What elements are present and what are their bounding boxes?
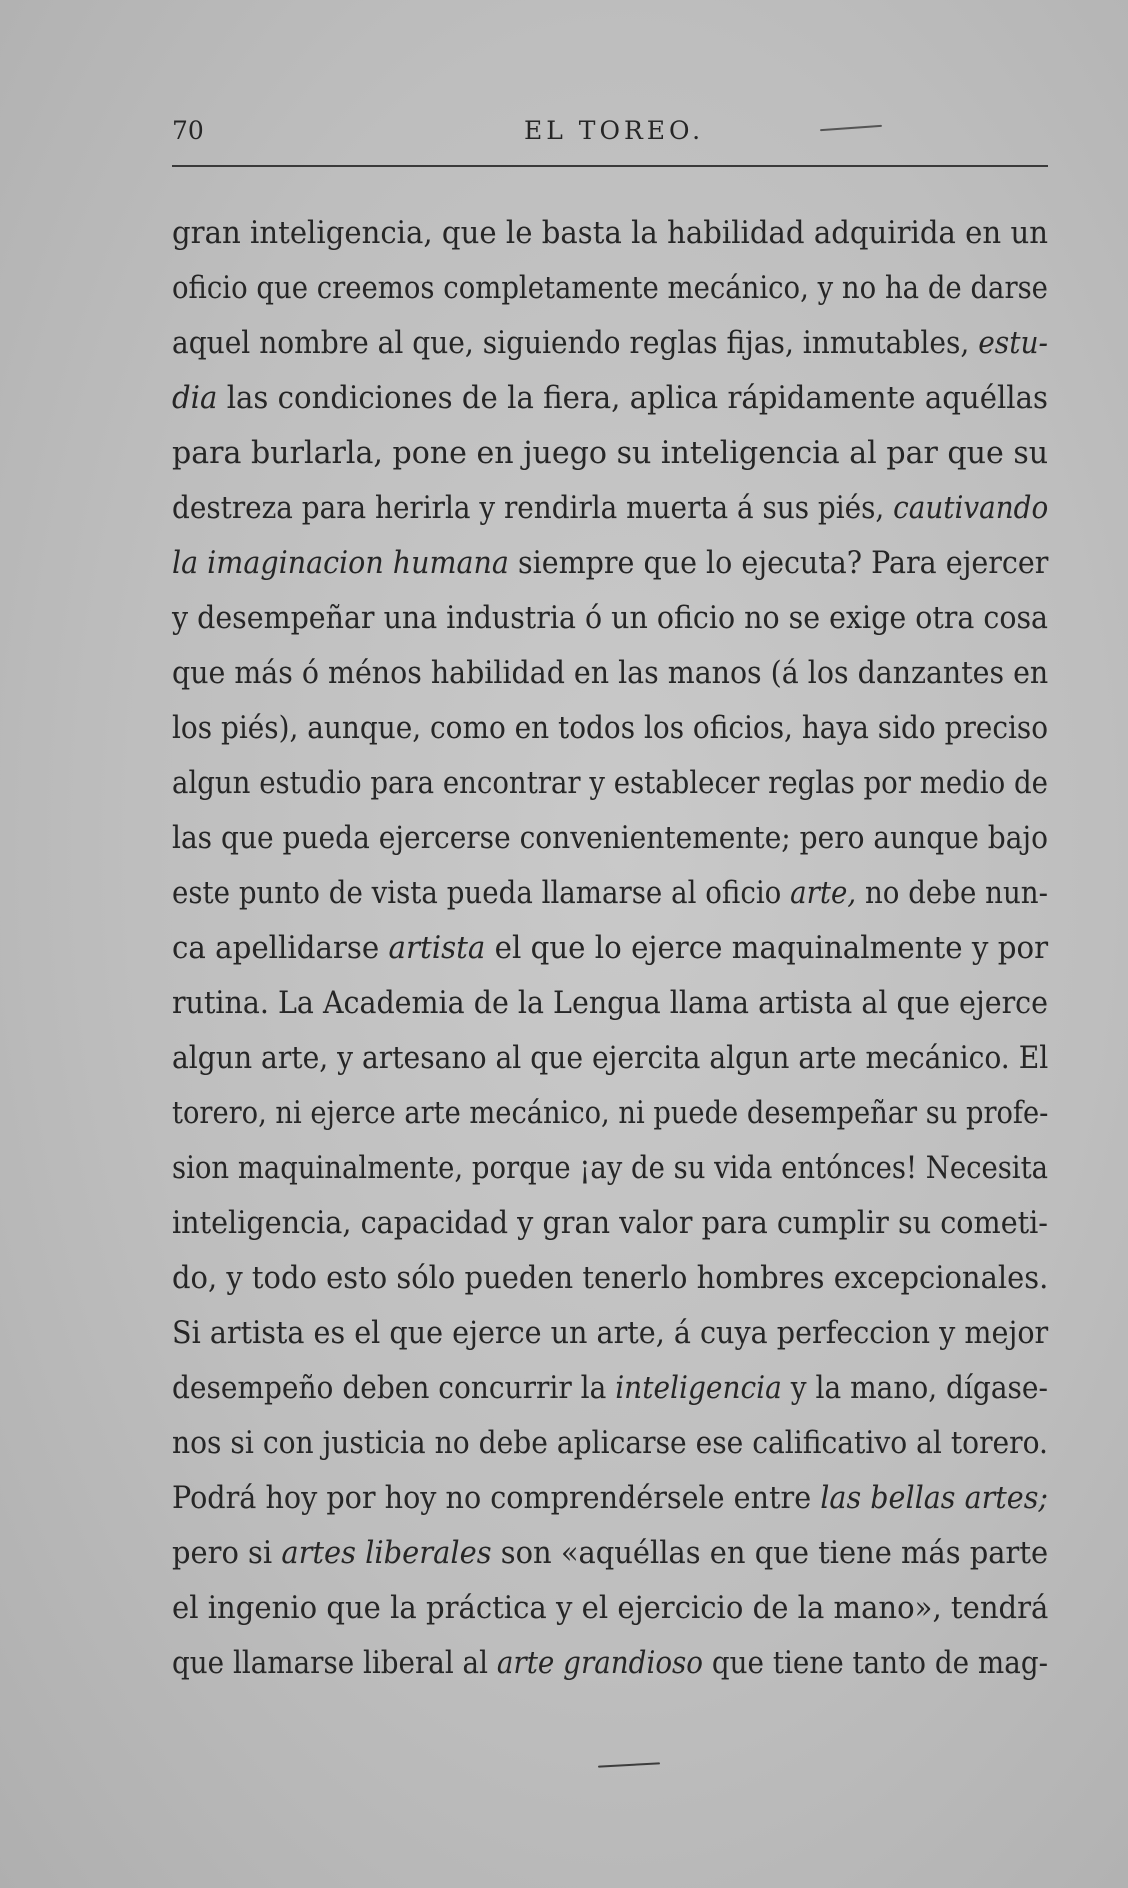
- text-line: [172, 1361, 1048, 1416]
- text-line: [172, 1636, 1048, 1691]
- italic-text: la imaginacion humana: [172, 546, 509, 581]
- text-line: [172, 756, 1048, 811]
- text-segment: nos si con justicia no debe aplicarse ese calificativo al torero.: [172, 1426, 1048, 1461]
- italic-text: dia: [172, 381, 218, 416]
- page-header: [172, 112, 1048, 152]
- text-segment: siempre que lo ejecuta? Para ejercer: [508, 546, 1049, 581]
- ink-mark: [598, 1762, 660, 1767]
- text-segment: inteligencia, capacidad y gran valor para cumplir su cometi-: [172, 1206, 1048, 1241]
- text-segment: los piés), aunque, como en todos los oficios, haya sido preciso: [172, 711, 1049, 746]
- text-segment: sion maquinalmente, porque ¡ay de su vida entónces! Necesita: [172, 1151, 1048, 1186]
- text-segment: gran inteligencia, que le basta la habilidad adquirida en un: [172, 216, 1049, 251]
- text-line: [172, 371, 1048, 426]
- text-segment: ca apellidarse: [172, 931, 389, 966]
- text-segment: Podrá hoy por hoy no comprendérsele entre: [172, 1481, 821, 1516]
- text-segment: el que lo ejerce maquinalmente y por: [485, 931, 1049, 966]
- text-line: [172, 811, 1048, 866]
- text-segment: desempeño deben concurrir la: [172, 1371, 616, 1406]
- text-segment: do, y todo esto sólo pueden tenerlo hombres excepcionales.: [172, 1261, 1049, 1296]
- text-line: [172, 701, 1048, 756]
- page-number: 70: [172, 116, 204, 145]
- running-title: EL TOREO.: [524, 116, 705, 145]
- text-line: [172, 1581, 1048, 1636]
- text-segment: para burlarla, pone en juego su inteligencia al par que su: [172, 436, 1049, 471]
- text-segment: no debe nun-: [856, 876, 1048, 911]
- text-line: [172, 481, 1048, 536]
- text-line: [172, 591, 1048, 646]
- text-line: [172, 1416, 1048, 1471]
- text-line: [172, 1471, 1048, 1526]
- italic-text: arte grandioso: [496, 1646, 704, 1681]
- text-segment: algun arte, y artesano al que ejercita algun arte mecánico. El: [172, 1041, 1049, 1076]
- text-segment: oficio que creemos completamente mecánico, y no ha de darse: [172, 271, 1048, 306]
- text-line: [172, 316, 1048, 371]
- italic-text: estu-: [978, 326, 1048, 361]
- text-segment: torero, ni ejerce arte mecánico, ni puede desempeñar su profe-: [172, 1096, 1049, 1131]
- text-line: [172, 921, 1048, 976]
- text-segment: que más ó ménos habilidad en las manos (á los danzantes en: [172, 656, 1049, 691]
- text-line: [172, 426, 1048, 481]
- text-segment: aquel nombre al que, siguiendo reglas fijas, inmutables,: [172, 326, 979, 361]
- text-segment: que llamarse liberal al: [172, 1646, 497, 1681]
- italic-text: artes liberales: [281, 1536, 492, 1571]
- text-line: [172, 1526, 1048, 1581]
- italic-text: cautivando: [893, 491, 1049, 526]
- text-segment: Si artista es el que ejerce un arte, á cuya perfeccion y mejor: [172, 1316, 1049, 1351]
- text-segment: que tiene tanto de mag-: [703, 1646, 1048, 1681]
- text-segment: rutina. La Academia de la Lengua llama artista al que ejerce: [172, 986, 1048, 1021]
- text-segment: el ingenio que la práctica y el ejercicio de la mano», tendrá: [172, 1591, 1049, 1626]
- body-text: [172, 206, 1048, 1691]
- text-segment: y desempeñar una industria ó un oficio no se exige otra cosa: [172, 601, 1049, 636]
- text-segment: este punto de vista pueda llamarse al oficio: [172, 876, 791, 911]
- text-line: [172, 1196, 1048, 1251]
- text-segment: algun estudio para encontrar y establecer reglas por medio de: [172, 766, 1048, 801]
- text-line: [172, 1306, 1048, 1361]
- text-line: [172, 261, 1048, 316]
- text-line: [172, 1031, 1048, 1086]
- text-line: [172, 1141, 1048, 1196]
- italic-text: las bellas artes;: [820, 1481, 1049, 1516]
- text-segment: destreza para herirla y rendirla muerta á sus piés,: [172, 491, 894, 526]
- text-line: [172, 1086, 1048, 1141]
- text-line: [172, 536, 1048, 591]
- text-segment: y la mano, dígase-: [781, 1371, 1048, 1406]
- text-line: [172, 1251, 1048, 1306]
- text-segment: las que pueda ejercerse convenientemente; pero aunque bajo: [172, 821, 1048, 856]
- text-segment: son «aquéllas en que tiene más parte: [491, 1536, 1049, 1571]
- text-segment: las condiciones de la fiera, aplica rápidamente aquéllas: [217, 381, 1048, 416]
- italic-text: arte,: [790, 876, 857, 911]
- italic-text: artista: [388, 931, 486, 966]
- text-line: [172, 206, 1048, 261]
- header-rule: [172, 165, 1048, 167]
- italic-text: inteligencia: [615, 1371, 782, 1406]
- text-line: [172, 976, 1048, 1031]
- text-line: [172, 646, 1048, 701]
- text-segment: pero si: [172, 1536, 282, 1571]
- text-line: [172, 866, 1048, 921]
